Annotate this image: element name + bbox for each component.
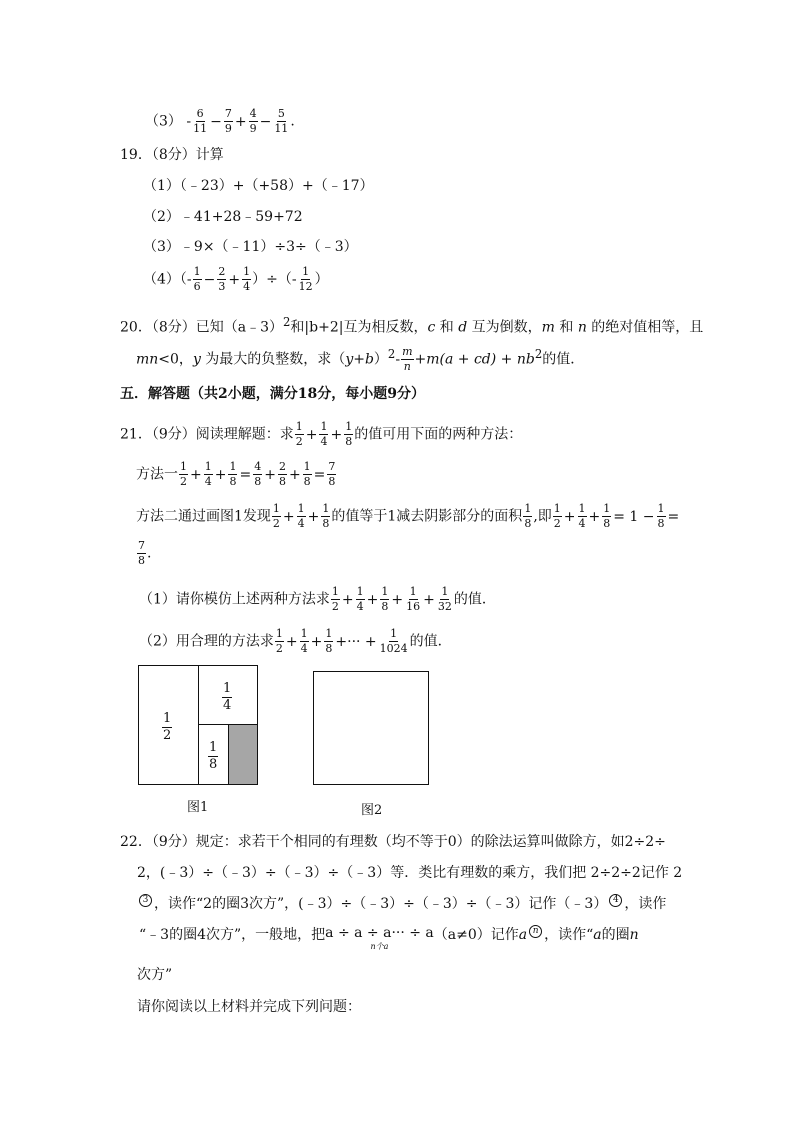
q21-part2: （2）用合理的方法求 $\frac{1}{2}$ + $\frac{1}{4}$ + $\frac{1}{8}$ +··· + $\frac{1}{1024}$ 的值．	[139, 627, 452, 655]
fraction: $\frac{1}{8}$	[657, 502, 665, 530]
fraction: $\frac{7}{8}$	[138, 539, 145, 567]
q19-title: 19．（8分）计算	[120, 147, 224, 163]
q22-line2: 2，(﹣3）÷（﹣3）÷（﹣3）÷（﹣3）等．类比有理数的乘方，我们把 2÷2÷2记作 2	[137, 865, 683, 881]
figure-2	[313, 671, 429, 785]
fraction: $\frac{1}{32}$	[437, 585, 452, 613]
fraction: $\frac{1}{2}$	[275, 627, 283, 655]
q21-line1: 21．（9分）阅读理解题：求 $\frac{1}{2}$ + $\frac{1}{4}$ + $\frac{1}{8}$ 的值可用下面的两种方法：	[120, 420, 523, 448]
q21-method2-cont: $\frac{7}{8}$ .	[138, 539, 152, 567]
q19-part4: （4）（- $\frac{1}{6}$ − $\frac{2}{3}$ + $\frac{1}{4}$ ）÷（- $\frac{1}{12}$ ）	[143, 265, 329, 293]
fraction: $\frac{2}{3}$	[218, 265, 226, 293]
fraction: $\frac{1}{8}$	[524, 502, 532, 530]
fraction-eighth: 1 8	[209, 740, 218, 772]
fraction: $\frac{6}{11}$	[193, 107, 208, 135]
fraction: $\frac{1}{6}$	[193, 265, 201, 293]
fraction: $\frac{1}{4}$	[297, 502, 305, 530]
fraction: $\frac{1}{4}$	[204, 460, 212, 488]
fraction-quarter: 1 4	[223, 681, 232, 713]
fraction: $\frac{7}{8}$	[328, 460, 336, 488]
shaded-region	[229, 725, 257, 784]
fraction: $\frac{1}{16}$	[406, 585, 421, 613]
fraction: $\frac{1}{4}$	[300, 627, 308, 655]
fraction: $\frac{1}{2}$	[331, 585, 339, 613]
fraction: $\frac{1}{4}$	[243, 265, 251, 293]
fraction: $\frac{1}{8}$	[345, 420, 353, 448]
q20-line1: 20．（8分）已知（a﹣3）$^2$和|b+2|互为相反数，c 和 d 互为倒数，m 和 n 的绝对值相等，且	[120, 315, 704, 336]
fraction: $\frac{1}{4}$	[320, 420, 328, 448]
q18-part3: （3） - $\frac{6}{11}$ − $\frac{7}{9}$ + $\frac{4}{9}$ − $\frac{5}{11}$ .	[145, 107, 295, 135]
fraction: $\frac{1}{4}$	[356, 585, 364, 613]
fraction: $\frac{1}{12}$	[298, 265, 313, 293]
circled-n: n	[529, 925, 542, 938]
q21-method1: 方法一 $\frac{1}{2}$ + $\frac{1}{4}$ + $\frac{1}{8}$ = $\frac{4}{8}$ + $\frac{2}{8}$ + $\frac{1}{8}$ = $\frac{7}{8}$	[136, 460, 336, 488]
circled-number: 4	[609, 894, 622, 907]
q22-line6: 请你阅读以上材料并完成下列问题：	[137, 999, 361, 1015]
q22-line5: 次方”	[137, 967, 173, 983]
fraction: $\frac{1}{2}$	[295, 420, 303, 448]
eighth-region	[199, 725, 229, 784]
fraction: $\frac{1}{8}$	[322, 502, 330, 530]
fraction: $\frac{1}{8}$	[381, 585, 389, 613]
fraction: $\frac{1}{4}$	[578, 502, 586, 530]
half-region	[139, 666, 199, 784]
q22-line3: 3 ，读作“2的圈3次方”，(﹣3）÷（﹣3）÷（﹣3）÷（﹣3）记作（﹣3） 4 ，读作	[137, 894, 666, 914]
figure-1	[138, 665, 258, 785]
figure-2-caption: 图2	[361, 803, 383, 818]
fraction: $\frac{1}{2}$	[553, 502, 561, 530]
fraction: $\frac{1}{8}$	[229, 460, 237, 488]
fraction: $\frac{m}{n}$	[402, 345, 413, 374]
underbrace-expression: a ÷ a ÷ a··· ÷ a n个a	[325, 925, 434, 951]
fraction: $\frac{7}{9}$	[224, 107, 232, 135]
fraction: $\frac{4}{8}$	[254, 460, 262, 488]
q22-line4: “﹣3的圈4次方”，一般地，把 a ÷ a ÷ a··· ÷ a n个a （a≠0）记作a n ，读作“a的圈n	[139, 925, 639, 951]
section-title: 五．解答题（共2小题，满分18分，每小题9分）	[120, 386, 425, 402]
quarter-region	[199, 666, 257, 725]
fraction: $\frac{1}{1024}$	[379, 627, 408, 655]
q19-part3: （3）﹣9×（﹣11）÷3÷（﹣3）	[143, 239, 358, 255]
q21-part1: （1）请你模仿上述两种方法求 $\frac{1}{2}$ + $\frac{1}{4}$ + $\frac{1}{8}$ + $\frac{1}{16}$ + $\frac{1}{32}$ 的值．	[139, 585, 496, 613]
q21-method2: 方法二通过画图1发现 $\frac{1}{2}$ + $\frac{1}{4}$ + $\frac{1}{8}$ 的值等于1减去阴影部分的面积 $\frac{1}{8}$ ,即 $\frac{1}{2}$ + $\frac{1}{4}$ + $\frac{1}{8}$ = 1 − $\frac{1}{8}$ =	[136, 502, 680, 530]
fraction: $\frac{1}{8}$	[325, 627, 333, 655]
q19-part2: （2）﹣41+28﹣59+72	[143, 209, 303, 225]
fraction: $\frac{1}{2}$	[180, 460, 187, 488]
fraction-half: 1 2	[163, 711, 172, 743]
fraction: $\frac{1}{8}$	[303, 460, 311, 488]
q20-line2: mn<0，y 为最大的负整数，求$(y+b)^2-$ $\frac{m}{n}$ $+m(a + cd) + nb^2$的值．	[136, 345, 585, 374]
fraction: $\frac{1}{8}$	[603, 502, 611, 530]
figure-1-caption: 图1	[187, 800, 209, 815]
fraction: $\frac{4}{9}$	[249, 107, 257, 135]
fraction: $\frac{1}{2}$	[272, 502, 280, 530]
q19-part1: （1）（﹣23）+（+58）+（﹣17）	[143, 178, 374, 194]
circled-number: 3	[139, 894, 152, 907]
fraction: $\frac{2}{8}$	[278, 460, 286, 488]
fraction: $\frac{5}{11}$	[274, 107, 289, 135]
q22-line1: 22．（9分）规定：求若干个相同的有理数（均不等于0）的除法运算叫做除方，如2÷2÷	[120, 834, 666, 850]
